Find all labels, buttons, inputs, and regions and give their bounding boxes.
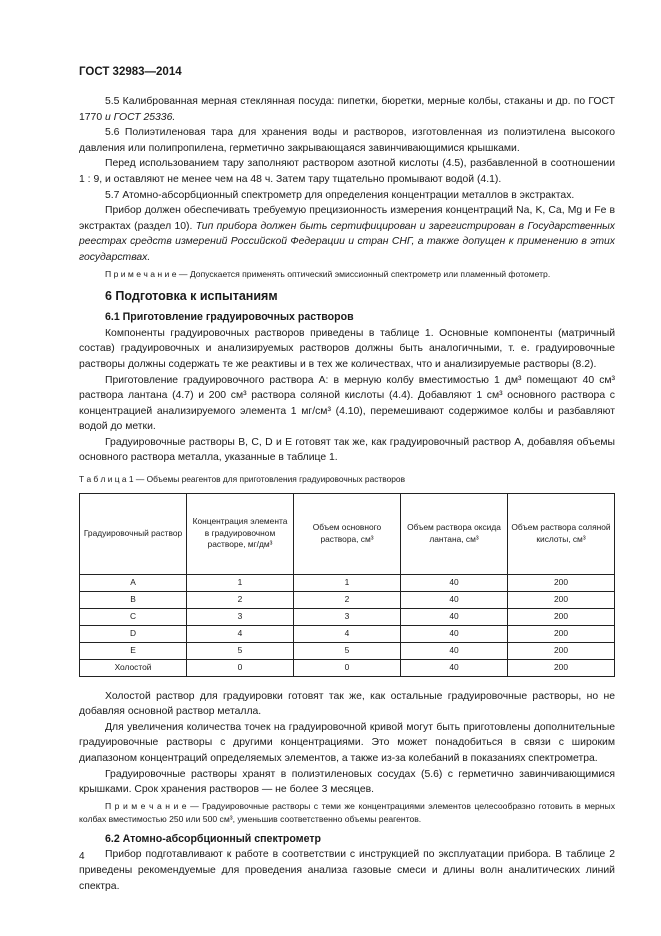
table-cell: 40 — [401, 625, 508, 642]
paragraph-5-5 — [79, 94, 615, 125]
note-1 — [79, 268, 615, 281]
table-cell: 3 — [294, 608, 401, 625]
table-header-cell: Объем основного раствора, см³ — [294, 493, 401, 574]
table-cell: 2 — [187, 591, 294, 608]
paragraph-5-6: 5.6 Полиэтиленовая тара для хранения воды и растворов, изготовленная из полиэтилена высокого давления или полипропилена, герметично закрывающаяся завинчивающимися крышками. — [79, 127, 615, 154]
table-cell: 200 — [508, 625, 615, 642]
table-cell: 40 — [401, 642, 508, 659]
subsection-6-2-title: 6.2 Атомно-абсорбционный спектрометр — [105, 832, 321, 845]
table-cell: 200 — [508, 642, 615, 659]
table-header-row — [80, 493, 615, 574]
table-caption-label: Т а б л и ц а — [79, 474, 127, 485]
note-2-text: — Градуировочные растворы с теми же концентрациями элементов целесообразно готовить в мерных колбах вместимостью 250 или 500 см³, уменьшив соответственно объемы реагентов. — [79, 800, 616, 824]
table-cell: 200 — [508, 608, 615, 625]
note-2 — [79, 800, 615, 826]
table-header-cell: Градуировочный раствор — [80, 493, 187, 574]
document-header: ГОСТ 32983—2014 — [79, 66, 182, 78]
section-6-title: 6 Подготовка к испытаниям — [105, 288, 278, 303]
paragraph-instrument — [79, 203, 615, 265]
table-header-cell: Концентрация элемента в градуировочном растворе, мг/дм³ — [187, 493, 294, 574]
table-1 — [79, 493, 615, 677]
paragraph-extra-points: Для увеличения количества точек на градуировочной кривой могут быть приготовлены дополнительные градуировочные растворы с другими концентрациями. Это может понадобиться в связи с широким диапазоном концентраций определяемых элементов, а также из-за колебаний в показаниях спектрометра. — [79, 721, 615, 765]
table-cell: А — [80, 574, 187, 591]
subsection-6-1-title: 6.1 Приготовление градуировочных растворов — [105, 311, 354, 324]
table-cell: 0 — [187, 659, 294, 676]
p1-text: 5.5 Калиброванная мерная стеклянная посуда: пипетки, бюретки, мерные колбы, стаканы и др. по ГОСТ 1770 — [79, 96, 615, 123]
table-cell: 200 — [508, 591, 615, 608]
p1-italic: и ГОСТ 25336. — [105, 111, 176, 123]
table-cell: Холостой — [80, 659, 187, 676]
spacer — [79, 677, 615, 689]
page-number: 4 — [79, 851, 85, 862]
table-cell: Е — [80, 642, 187, 659]
paragraph-solution-a: Приготовление градуировочного раствора А: в мерную колбу вместимостью 1 дм³ помещают 40 см³ раствора лантана (4.7) и 200 см³ раствора соляной кислоты (4.4). Добавляют 1 см³ основного раствора с концентрацией анализируемого элемента 1 мг/см³ (4.10), перемешивают содержимое колбы и разбавляют водой до метки. — [79, 374, 615, 433]
note-1-text: — Допускается применять оптический эмиссионный спектрометр или пламенный фотометр. — [176, 268, 551, 279]
table-cell: 5 — [187, 642, 294, 659]
table-cell: 200 — [508, 659, 615, 676]
table-row — [80, 574, 615, 591]
paragraph-storage: Градуировочные растворы хранят в полиэтиленовых сосудах (5.6) с герметично завинчивающимися крышками. Срок хранения растворов — не более 3 месяцев. — [79, 768, 615, 796]
table-cell: В — [80, 591, 187, 608]
table-cell: 1 — [187, 574, 294, 591]
table-cell: 5 — [294, 642, 401, 659]
table-row — [80, 642, 615, 659]
table-header-cell: Объем раствора соляной кислоты, см³ — [508, 493, 615, 574]
table-cell: 0 — [294, 659, 401, 676]
table-cell: 40 — [401, 574, 508, 591]
paragraph-tare-prep: Перед использованием тару заполняют раствором азотной кислоты (4.5), разбавленной в соотношении 1 : 9, и оставляют не менее чем на 48 ч. Затем тару тщательно промывают водой (4.1). — [79, 158, 615, 185]
table-cell: 40 — [401, 659, 508, 676]
table-header-cell: Объем раствора оксида лантана, см³ — [401, 493, 508, 574]
table-caption-text: 1 — Объемы реагентов для приготовления градуировочных растворов — [126, 474, 406, 485]
table-1-caption — [79, 472, 615, 488]
table-cell: 40 — [401, 591, 508, 608]
table-cell: 4 — [294, 625, 401, 642]
table-cell: 3 — [187, 608, 294, 625]
table-cell: 1 — [294, 574, 401, 591]
table-cell: 4 — [187, 625, 294, 642]
table-cell: 200 — [508, 574, 615, 591]
table-cell: 2 — [294, 591, 401, 608]
table-cell: 40 — [401, 608, 508, 625]
note-1-label: П р и м е ч а н и е — [105, 268, 177, 279]
table-row — [80, 591, 615, 608]
paragraph-spectrometer-prep: Прибор подготавливают к работе в соответствии с инструкцией по эксплуатации прибора. В таблице 2 приведены рекомендуемые для проведения анализа газовые смеси и длины волн аналитических линий спектра. — [79, 849, 615, 892]
table-row — [80, 625, 615, 642]
table-cell: D — [80, 625, 187, 642]
upper-text-block — [79, 94, 615, 894]
table-row — [80, 608, 615, 625]
p5-italic: Тип прибора должен быть сертифицирован и зарегистрирован в Государственных реестрах средств измерений Российской Федерации и стран СНГ, а также допущен к применению в этих государствах. — [79, 220, 615, 263]
paragraph-5-7: 5.7 Атомно-абсорбционный спектрометр для определения концентрации металлов в экстрактах. — [105, 189, 575, 201]
note-2-label: П р и м е ч а н и е — [105, 800, 187, 811]
p5-text: Прибор должен обеспечивать требуемую прецизионность измерения концентраций Na, K, Ca, Mg и Fe в экстрактах (раздел 10). — [79, 205, 615, 232]
paragraph-components: Компоненты градуировочных растворов приведены в таблице 1. Основные компоненты (матричный состав) градуировочных и анализируемых растворов должны быть аналогичными, т. е. градуировочные растворы должны содержать те же реактивы и в тех же количествах, что и анализируемые растворы (8.2). — [79, 327, 615, 370]
paragraph-blank-solution: Холостой раствор для градуировки готовят так же, как остальные градуировочные растворы, но не добавляя основной раствор металла. — [79, 690, 615, 718]
table-row — [80, 659, 615, 676]
paragraph-solutions-b-e: Градуировочные растворы В, С, D и Е готовят так же, как градуировочный раствор А, добавляя объемы основного раствора металла, указанные в таблице 1. — [79, 436, 615, 464]
table-cell: С — [80, 608, 187, 625]
